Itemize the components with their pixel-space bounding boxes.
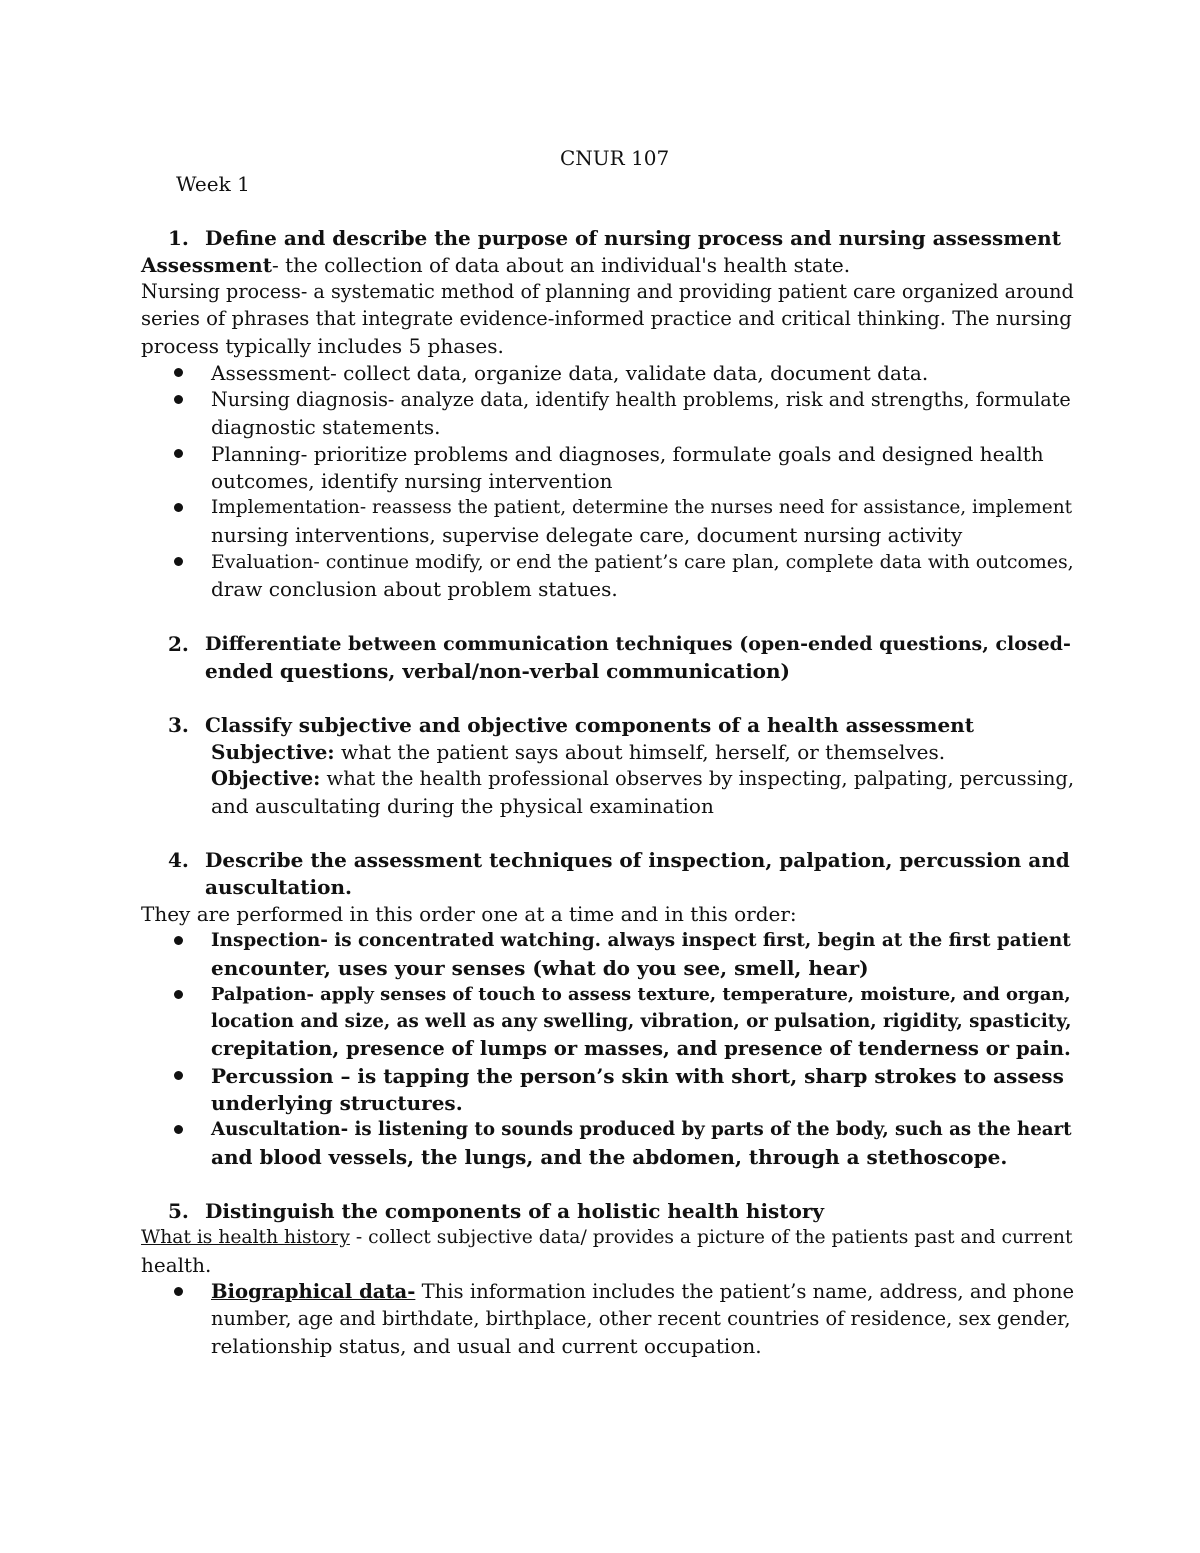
objective-definition-line-2: and auscultating during the physical examination bbox=[211, 794, 714, 818]
section-4-heading-line-1: Describe the assessment techniques of inspection, palpation, percussion and bbox=[205, 848, 1070, 872]
bullet-icon bbox=[174, 395, 183, 404]
section-2-heading-line-1: Differentiate between communication techniques (open-ended questions, closed- bbox=[205, 633, 1071, 655]
biographical-def: This information includes the patient’s name, address, and phone bbox=[415, 1280, 1075, 1303]
biographical-data-line-1 bbox=[211, 1278, 1074, 1306]
section-2-heading-line-2: ended questions, verbal/non-verbal communication) bbox=[205, 659, 791, 683]
phase-evaluation-line-2: draw conclusion about problem statues. bbox=[211, 577, 618, 601]
section-3-number: 3. bbox=[168, 713, 189, 737]
health-history-term: What is health history bbox=[141, 1227, 350, 1248]
palpation-line-3: crepitation, presence of lumps or masses, and presence of tenderness or pain. bbox=[211, 1037, 1071, 1060]
section-2-number: 2. bbox=[168, 632, 189, 656]
week-label: Week 1 bbox=[176, 172, 250, 196]
bullet-icon bbox=[174, 1071, 183, 1080]
section-4-number: 4. bbox=[168, 848, 189, 872]
phase-implementation-line-2: nursing interventions, supervise delegate care, document nursing activity bbox=[211, 523, 963, 547]
nursing-process-line-2: series of phrases that integrate evidence-informed practice and critical thinking. The nursing bbox=[141, 307, 1072, 330]
objective-def: what the health professional observes by inspecting, palpating, percussing, bbox=[320, 767, 1075, 790]
health-history-definition-line-2: health. bbox=[141, 1253, 212, 1277]
inspection-line-2: encounter, uses your senses (what do you see, smell, hear) bbox=[211, 956, 869, 980]
health-history-definition bbox=[141, 1224, 1072, 1252]
phase-planning-line-2: outcomes, identify nursing intervention bbox=[211, 469, 613, 493]
biographical-data-line-3: relationship status, and usual and current occupation. bbox=[211, 1334, 762, 1358]
auscultation-line-2: and blood vessels, the lungs, and the abdomen, through a stethoscope. bbox=[211, 1145, 1008, 1169]
phase-diagnosis-line-2: diagnostic statements. bbox=[211, 415, 441, 439]
assessment-definition bbox=[141, 251, 850, 279]
bullet-icon bbox=[174, 503, 183, 512]
biographical-data-line-2: number, age and birthdate, birthplace, other recent countries of residence, sex gender, bbox=[211, 1307, 1071, 1330]
techniques-intro: They are performed in this order one at a time and in this order: bbox=[141, 902, 797, 926]
subjective-term: Subjective: bbox=[211, 740, 335, 764]
phase-evaluation-line-1: Evaluation- continue modify, or end the patient’s care plan, complete data with outcomes, bbox=[211, 551, 1074, 573]
assessment-term: Assessment bbox=[141, 253, 272, 277]
section-1-heading: Define and describe the purpose of nursing process and nursing assessment bbox=[205, 226, 1061, 250]
section-3-heading: Classify subjective and objective components of a health assessment bbox=[205, 713, 974, 737]
bullet-icon bbox=[174, 1287, 183, 1296]
assessment-def: - the collection of data about an individual's health state. bbox=[271, 253, 851, 277]
phase-diagnosis-line-1: Nursing diagnosis- analyze data, identify health problems, risk and strengths, formulate bbox=[211, 388, 1071, 411]
bullet-icon bbox=[174, 368, 183, 377]
percussion-line-1: Percussion – is tapping the person’s skin with short, sharp strokes to assess bbox=[211, 1064, 1064, 1088]
bullet-icon bbox=[174, 1125, 183, 1134]
phase-implementation-line-1: Implementation- reassess the patient, determine the nurses need for assistance, implement bbox=[211, 497, 1073, 518]
subjective-def: what the patient says about himself, herself, or themselves. bbox=[334, 740, 946, 764]
inspection-line-1: Inspection- is concentrated watching. always inspect first, begin at the first patient bbox=[211, 930, 1071, 951]
bullet-icon bbox=[174, 557, 183, 566]
bullet-icon bbox=[174, 449, 183, 458]
document-title: CNUR 107 bbox=[560, 146, 670, 170]
objective-term: Objective: bbox=[211, 767, 321, 790]
phase-assessment: Assessment- collect data, organize data, validate data, document data. bbox=[211, 361, 929, 385]
phase-planning-line-1: Planning- prioritize problems and diagnoses, formulate goals and designed health bbox=[211, 442, 1044, 466]
palpation-line-1: Palpation- apply senses of touch to assess texture, temperature, moisture, and organ, bbox=[211, 984, 1071, 1005]
section-4-heading-line-2: auscultation. bbox=[205, 875, 352, 899]
nursing-process-line-3: process typically includes 5 phases. bbox=[141, 334, 504, 358]
nursing-process-line-1: Nursing process- a systematic method of planning and providing patient care organized around bbox=[141, 280, 1074, 303]
palpation-line-2: location and size, as well as any swelling, vibration, or pulsation, rigidity, spasticity, bbox=[211, 1011, 1072, 1032]
section-5-heading: Distinguish the components of a holistic health history bbox=[205, 1199, 825, 1223]
subjective-definition bbox=[211, 738, 945, 766]
percussion-line-2: underlying structures. bbox=[211, 1091, 463, 1115]
objective-definition bbox=[211, 765, 1074, 793]
bullet-icon bbox=[174, 936, 183, 945]
health-history-def: - collect subjective data/ provides a picture of the patients past and current bbox=[349, 1227, 1073, 1248]
auscultation-line-1: Auscultation- is listening to sounds produced by parts of the body, such as the heart bbox=[211, 1119, 1072, 1140]
bullet-icon bbox=[174, 990, 183, 999]
section-1-number: 1. bbox=[168, 226, 189, 250]
section-5-number: 5. bbox=[168, 1199, 189, 1223]
biographical-term: Biographical data- bbox=[211, 1280, 416, 1303]
